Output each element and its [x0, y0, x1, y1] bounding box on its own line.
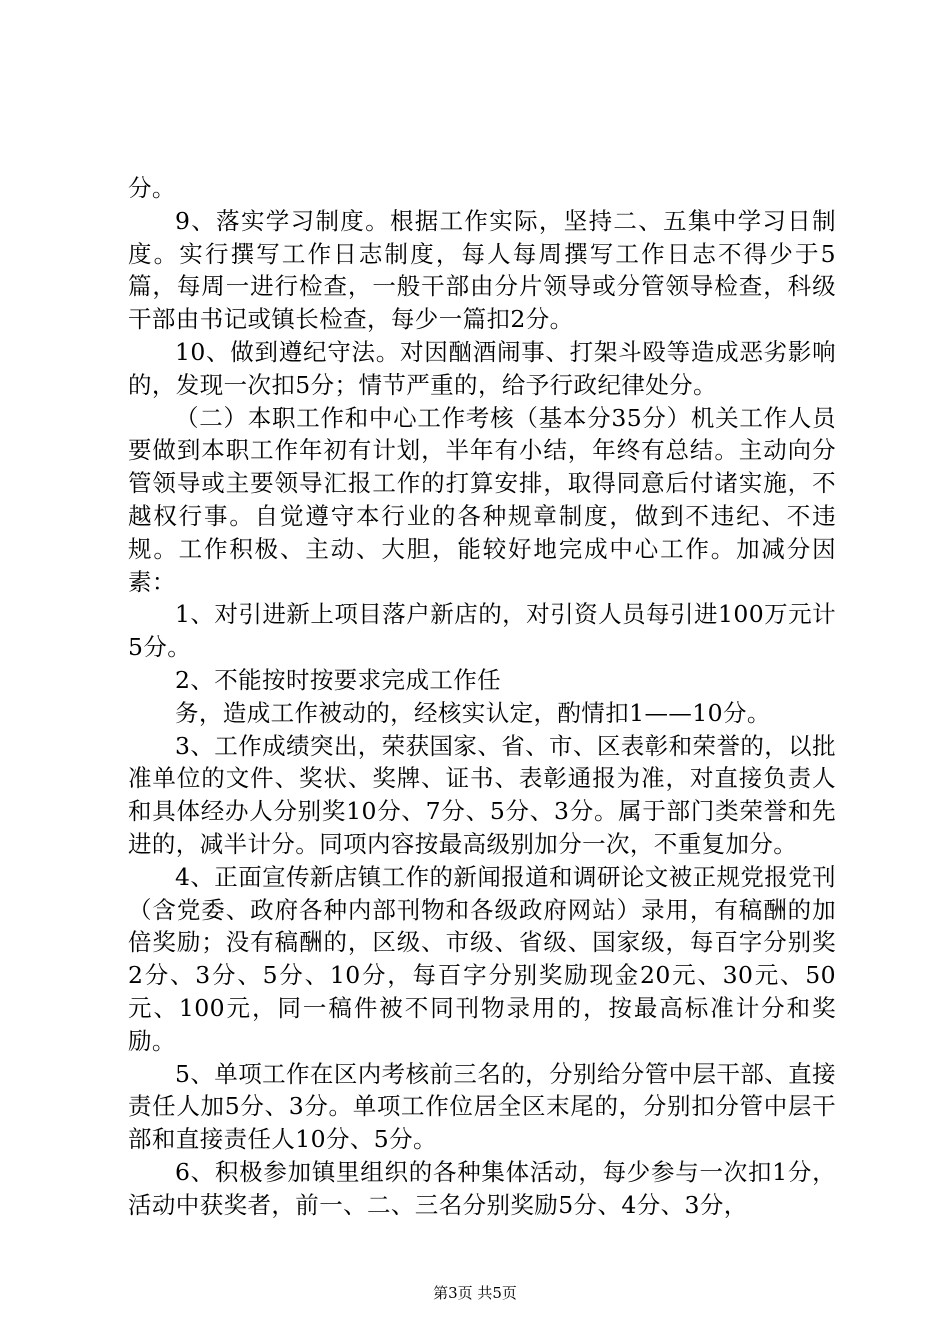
document-body [128, 172, 836, 1222]
paragraph-factor-4: 4、正面宣传新店镇工作的新闻报道和调研论文被正规党报党刊（含党委、政府各种内部刊物和各级政府网站）录用，有稿酬的加倍奖励；没有稿酬的，区级、市级、省级、国家级，每百字分别奖2分、3分、5分、10分，每百字分别奖励现金20元、30元、50元、100元，同一稿件被不同刊物录用的，按最高标准计分和奖励。 [128, 862, 836, 1055]
paragraph-factor-2-part-b: 务，造成工作被动的，经核实认定，酌情扣1——10分。 [175, 698, 771, 727]
paragraph-factor-1: 1、对引进新上项目落户新店的，对引资人员每引进100万元计5分。 [128, 600, 836, 662]
paragraph-section-2: （二）本职工作和中心工作考核（基本分35分）机关工作人员要做到本职工作年初有计划，半年有小结，年终有总结。主动向分管领导或主要领导汇报工作的打算安排，取得同意后付诸实施，不越权行事。自觉遵守本行业的各种规章制度，做到不违纪、不违规。工作积极、主动、大胆，能较好地完成中心工作。加减分因素： [128, 403, 836, 596]
paragraph-factor-3: 3、工作成绩突出，荣获国家、省、市、区表彰和荣誉的，以批准单位的文件、奖状、奖牌、证书、表彰通报为准，对直接负责人和具体经办人分别奖10分、7分、5分、3分。属于部门类荣誉和先进的，减半计分。同项内容按最高级别加分一次，不重复加分。 [128, 731, 836, 858]
page-number-footer: 第3页 共5页 [433, 1284, 517, 1302]
paragraph-continuation: 分。 [128, 174, 176, 202]
paragraph-item-9: 9、落实学习制度。根据工作实际，坚持二、五集中学习日制度。实行撰写工作日志制度，每人每周撰写工作日志不得少于5篇，每周一进行检查，一般干部由分片领导或分管领导检查，科级干部由书记或镇长检查，每少一篇扣2分。 [128, 206, 836, 334]
paragraph-factor-5: 5、单项工作在区内考核前三名的，分别给分管中层干部、直接责任人加5分、3分。单项工作位居全区末尾的，分别扣分管中层干部和直接责任人10分、5分。 [128, 1059, 836, 1154]
paragraph-factor-6: 6、积极参加镇里组织的各种集体活动，每少参与一次扣1分，活动中获奖者，前一、二、三名分别奖励5分、4分、3分， [128, 1157, 836, 1219]
paragraph-item-10: 10、做到遵纪守法。对因酗酒闹事、打架斗殴等造成恶劣影响的，发现一次扣5分；情节严重的，给予行政纪律处分。 [128, 337, 836, 399]
paragraph-factor-2-part-a: 2、不能按时按要求完成工作任 [175, 665, 502, 694]
